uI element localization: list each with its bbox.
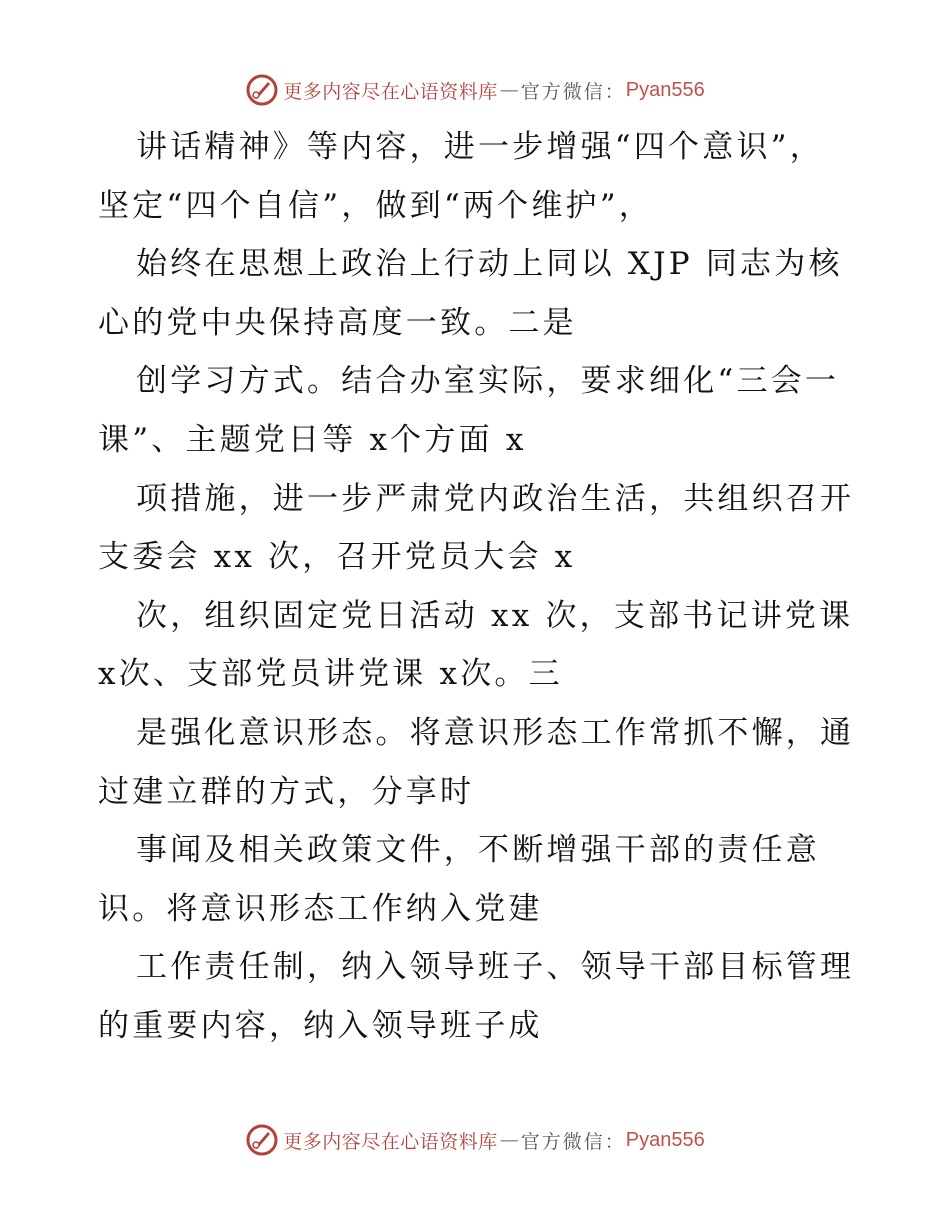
body-line: x次、支部党员讲党课 x次。三 [98,656,563,693]
body-line: 次，组织固定党日活动 xx 次，支部书记讲党课 [136,597,854,634]
body-line: 识。将意识形态工作纳入党建 [98,890,543,927]
body-line: 是强化意识形态。将意识形态工作常抓不懈，通 [136,714,855,751]
body-line: 心的党中央保持高度一致。二是 [98,304,577,341]
body-line: 的重要内容，纳入领导班子成 [98,1007,543,1044]
body-line: 过建立群的方式，分享时 [98,773,475,810]
watermark-account: Pyan556 [625,78,705,101]
watermark-account: Pyan556 [625,1128,705,1151]
watermark-wechat-label: 官方微信： [520,1130,626,1153]
body-line: 始终在思想上政治上行动上同以 XJP 同志为核 [136,246,843,283]
red-quill-circle-icon [245,1123,279,1157]
body-line: 事闻及相关政策文件，不断增强干部的责任意 [136,832,820,869]
footer-watermark [0,1120,950,1160]
watermark-dash: — [499,1129,519,1151]
body-line: 工作责任制，纳入领导班子、领导干部目标管理 [136,949,855,986]
body-line: 创学习方式。结合办室实际，要求细化“三会一 [136,363,840,400]
watermark-brand: 更多内容尽在心语资料库 [283,1130,498,1153]
watermark-brand: 更多内容尽在心语资料库 [283,80,498,103]
body-line: 课”、主题党日等 x个方面 x [98,421,527,458]
document-body [98,118,858,1056]
watermark-dash: — [499,79,519,101]
body-line: 坚定“四个自信”，做到“两个维护”， [98,187,653,224]
body-line: 支委会 xx 次，召开党员大会 x [98,539,576,576]
header-watermark [0,70,950,110]
red-quill-circle-icon [245,73,279,107]
body-line: 讲话精神》等内容，进一步增强“四个意识”， [136,129,824,165]
body-line: 项措施，进一步严肃党内政治生活，共组织召开 [136,480,855,517]
watermark-wechat-label: 官方微信： [520,80,626,103]
